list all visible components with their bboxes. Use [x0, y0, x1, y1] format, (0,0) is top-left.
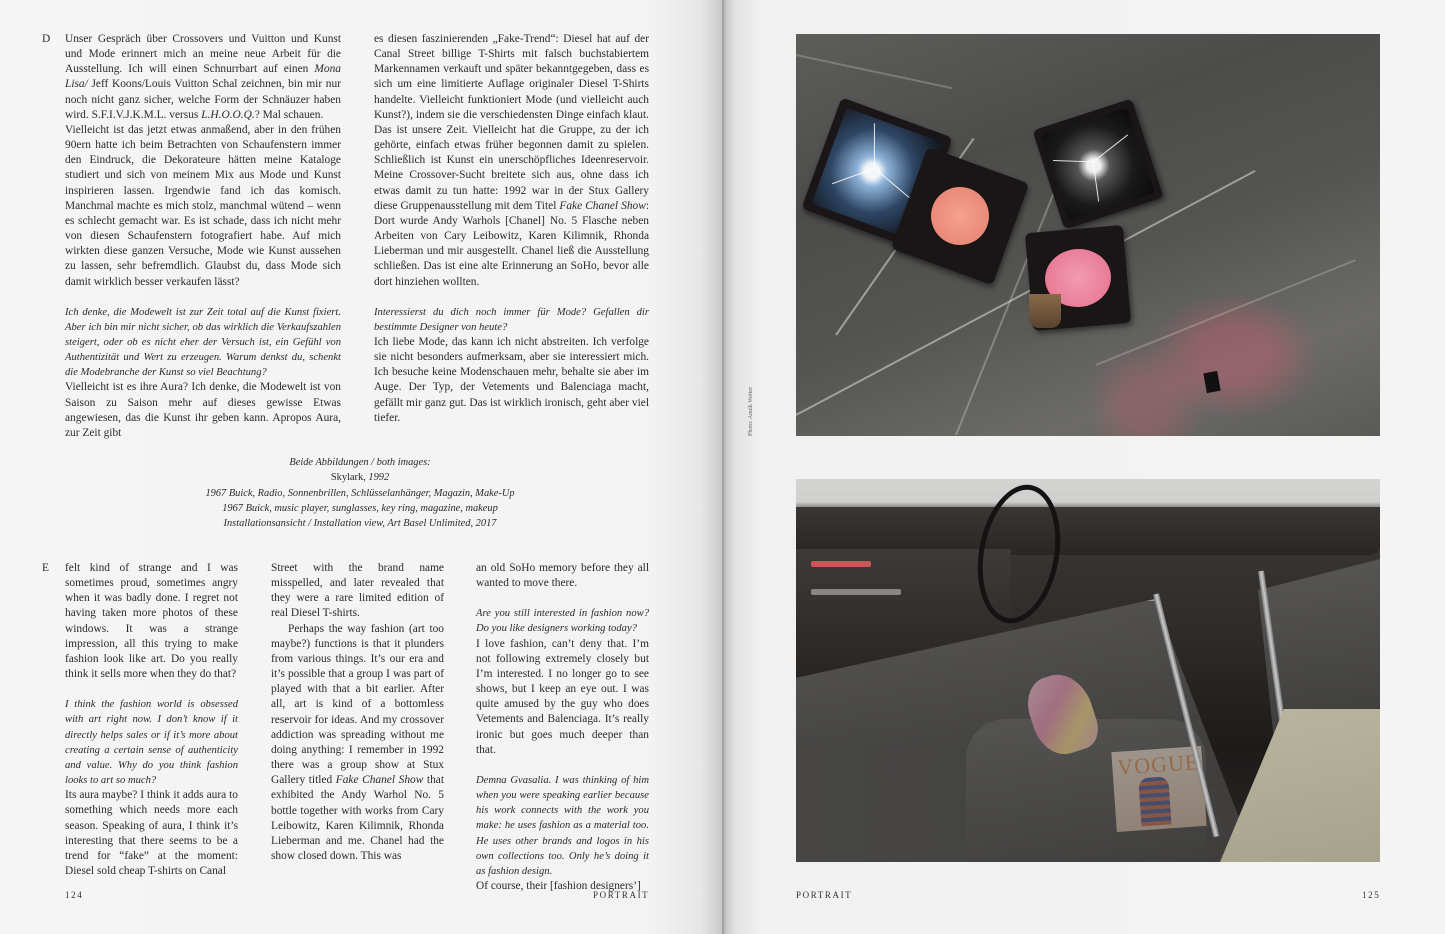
broken-makeup-compacts-photo — [796, 34, 1380, 436]
paragraph: Its aura maybe? I think it adds aura to something which needs more each season. Speaking of aura, I think it’s interesting that there seems to be a trend for “fake” at the moment: Diesel sold cheap T-shirts on Canal — [65, 789, 238, 877]
page-number-right: 125 — [1362, 890, 1381, 900]
lipstick-cap — [1203, 371, 1220, 393]
paragraph: Unser Gespräch über Crossovers und Vuitton und Kunst und Mode erinnert mich an meine neue Arbeit für die Ausstellung. Ich will einen Schnurrbart auf einen Mona Lisa/ Jeff Koons/Louis Vuitton Schal zeichnen, bin mir nur noch nicht ganz sicher, welche Form der Schnäuzer haben wird. S.F.I.V.J.K.M.L. versus L.H.O.O.Q.? Mal schauen. — [65, 33, 341, 121]
buick-car-interior-photo — [796, 479, 1380, 862]
english-column-2 — [271, 561, 444, 864]
paragraph: Vielleicht ist das jetzt etwas anmaßend, aber in den frühen 90ern hatte ich beim Betrachten von Schaufenstern immer den Eindruck, die Dekorateure hätten meine Kataloge studiert und sich von meinem Mix aus Mode und Kunst inspirieren lassen. Irgendwie fand ich das komisch. Manchmal machte es mich stolz, manchmal wütend – wenn es schlecht gemacht war. Es ist schade, dass ich nicht mehr von diesen Schaufenstern fotografiert habe. Auf mich wirkten diese ganzen Versuche, Mode wie Kunst aussehen zu lassen, sehr befremdlich. Glaubst du, dass Mode sich damit wirklich besser verkaufen lässt? — [65, 123, 341, 288]
paragraph: Perhaps the way fashion (art too maybe?) functions is that it plunders from various things. It’s our era and it’s possible that a group I was part of played with that a bit earlier. After all, art is kind of a bottomless reservoir for ideas. And my crossover addiction was spreading without me doing anything: I remember in 1992 there was a group show at Stux Gallery titled Fake Chanel Show that exhibited the Andy Warhol No. 5 bottle together with works from Cary Leibowitz, Karen Kilimnik, Rhonda Lieberman and me. Chanel had the show closed down. This was — [271, 622, 444, 862]
running-head-right: PORTRAIT — [796, 890, 853, 900]
english-column-1 — [65, 561, 238, 879]
interview-question: Demna Gvasalia. I was thinking of him when you were speaking earlier because his work connects with the work you make: he uses fashion as a material too. He uses other brands and logos in his own collections too. Only he’s doing it as fashion design. — [476, 774, 649, 877]
makeup-brush — [1029, 294, 1061, 328]
paragraph: Of course, their [fashion designers’] — [476, 879, 641, 892]
paragraph: an old SoHo memory before they all wanted to move there. — [476, 562, 649, 590]
german-column-1 — [65, 32, 341, 441]
page-number-left: 124 — [65, 890, 84, 900]
photo-credit: Photo: Annik Wetter — [748, 386, 754, 436]
caption-materials-en: 1967 Buick, music player, sunglasses, key ring, magazine, makeup — [222, 502, 498, 514]
dashboard — [796, 507, 1380, 555]
interview-question: Interessierst du dich noch immer für Mode? Gefallen dir bestimmte Designer von heute? — [374, 306, 649, 333]
paragraph: Ich liebe Mode, das kann ich nicht abstreiten. Ich verfolge sie nicht besonders aufmerksam, aber sie interessiert mich. Ich besuche keine Modenschauen mehr, behalte sie aber im Auge. Der Typ, der Vetements und Balenciaga macht, gefällt mir ganz gut. Das ist wirklich ironisch, geht aber viel tiefer. — [374, 335, 649, 424]
interview-question: I think the fashion world is obsessed with art right now. I don’t know if it directly helps sales or if it’s more about creating a certain sense of authenticity and value. Why do you think fashion looks to art so much? — [65, 699, 238, 787]
section-initial-d: D — [42, 33, 51, 45]
running-head-left: PORTRAIT — [593, 890, 650, 900]
caption-installation: Installationsansicht / Installation view, Art Basel Unlimited, 2017 — [223, 518, 497, 530]
caption-heading: Beide Abbildungen / both images: — [289, 457, 431, 468]
paragraph: Street with the brand name misspelled, and later revealed that they were a rare limited edition of real Diesel T-shirts. — [271, 562, 444, 620]
german-column-2 — [374, 32, 649, 426]
english-column-3 — [476, 561, 649, 894]
paragraph: Vielleicht ist es ihre Aura? Ich denke, die Modewelt ist von Saison zu Saison mehr auf dieses gewisse Etwas angewiesen, das die Kunst ihr geben kann. Apropos Aura, zur Zeit gibt — [65, 381, 341, 439]
caption-materials-de: 1967 Buick, Radio, Sonnenbrillen, Schlüsselanhänger, Magazin, Make-Up — [205, 487, 515, 499]
caption-title: Skylark, 1992 — [330, 472, 390, 484]
image-caption — [160, 455, 560, 531]
paragraph: felt kind of strange and I was sometimes proud, sometimes angry when it was badly done. I regret not having taken more photos of these windows. It was a strange impression, all this trying to make fashion look like art. Do you really think it sells more when they do that? — [65, 562, 238, 681]
interview-question: Are you still interested in fashion now? Do you like designers working today? — [476, 608, 649, 635]
compact-mirror-2 — [1032, 98, 1163, 229]
left-page — [0, 0, 722, 934]
car-body — [1220, 709, 1380, 862]
paragraph: I love fashion, can’t deny that. I’m not following extremely closely but I’m interested. I no longer go to see shows, but I keep an eye out. I was quite amused by the guy who does Vetements and Balenciaga. It’s really ironic but goes much deeper than that. — [476, 637, 649, 756]
paragraph: es diesen faszinierenden „Fake-Trend“: Diesel hat auf der Canal Street billige T-Shirts mit falsch buchstabiertem Markennamen verkauft und später bekanntgegeben, dass es sich um eine limitierte Auflage originaler Diesel T-Shirts handelte. Vielleicht funktioniert Mode (und vielleicht auch Kunst?), indem sie die verschiedensten Dinge einfach klaut. Das ist unsere Zeit. Vielleicht hat die Gruppe, zu der ich gehörte, einfach etwas früher begonnen damit zu spielen. Schließlich ist Kunst ein unerschöpfliches Ideenreservoir. Meine Crossover-Sucht breitete sich aus, ohne dass ich etwas damit zu tun hatte: 1992 war in der Stux Gallery diese Gruppenausstellung mit dem Titel Fake Chanel Show: Dort wurde Andy Warhols [Chanel] No. 5 Flasche neben Arbeiten von Cary Leibowitz, Karen Kilimnik, Rhonda Lieberman und mir ausgestellt. Chanel ließ die Ausstellung schließen. Das ist eine alte Erinnerung an SoHo, bevor alle dort hinziehen wollten. — [374, 33, 649, 288]
section-initial-e: E — [42, 562, 49, 574]
interview-question: Ich denke, die Modewelt ist zur Zeit total auf die Kunst fixiert. Aber ich bin mir nicht sicher, ob das wirklich die Verkaufszahlen steigert, oder ob es nicht eher der Versuch ist, ein Gefühl von Authentizität und Wert zu erzeugen. Warum denkst du, schenkt die Modebranche der Kunst so viel Beachtung? — [65, 306, 341, 379]
